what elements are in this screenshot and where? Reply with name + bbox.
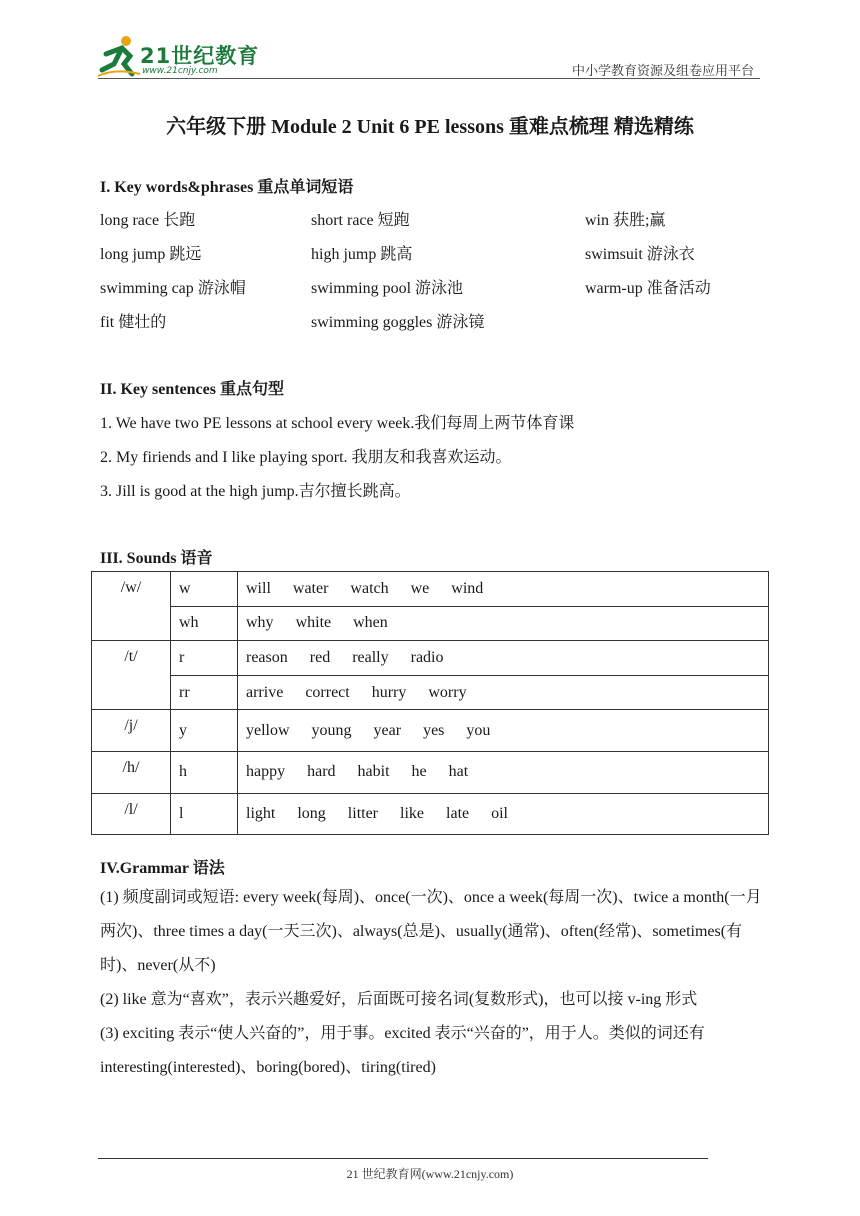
example-word: light [246,804,276,822]
example-word: really [352,648,389,666]
example-word: long [297,804,326,822]
grammar-heading: IV.Grammar 语法 [100,860,225,877]
table-row [92,606,769,641]
vocab-item: fit 健壮的 [100,314,167,331]
example-word: yes [423,721,445,739]
letters-cell: h [171,751,238,793]
example-word: hurry [371,683,407,701]
words-cell [238,793,769,835]
table-row [92,710,769,752]
vocab-item: short race 短跑 [311,212,410,229]
table-row [92,793,769,835]
example-word: radio [410,648,444,666]
runner-logo-icon [96,34,142,78]
grammar-item: (1) 频度副词或短语: every week(每周)、once(一次)、once a week(每周一次)、twice a month(一月两次)、three times a day(一天三次)、always(总是)、usually(通常)、often(经常)、sometimes(有时)、never(从不) [100,889,762,974]
logo-url: www.21cnjy.com [142,66,218,76]
example-word: white [295,614,332,632]
example-word: like [400,804,425,822]
phoneme-cell: /l/ [92,793,171,835]
sounds-table [91,571,769,835]
example-word: red [309,648,331,666]
letters-cell: wh [171,606,238,641]
table-row [92,675,769,710]
header-platform-text: 中小学教育资源及组卷应用平台 [571,63,754,78]
vocab-item: long race 长跑 [100,212,196,229]
site-logo [96,34,266,80]
example-word: hard [307,763,336,781]
sentence-item: 2. My firiends and I like playing sport. 我朋友和我喜欢运动。 [100,449,512,466]
example-word: habit [357,763,390,781]
grammar-item: (2) like 意为“喜欢”，表示兴趣爱好，后面既可接名词(复数形式)，也可以接 v-ing 形式 [100,991,698,1008]
phoneme-cell: /h/ [92,751,171,793]
example-word: watch [350,579,389,597]
example-word: why [246,614,274,632]
vocab-item: warm-up 准备活动 [585,280,711,297]
page-title: 六年级下册 Module 2 Unit 6 PE lessons 重难点梳理 精选精练 [166,116,694,138]
example-word: hat [448,763,469,781]
table-row [92,572,769,607]
vocab-item: swimming goggles 游泳镜 [311,314,485,331]
words-cell [238,751,769,793]
letters-cell: w [171,572,238,607]
words-cell [238,675,769,710]
words-cell [238,606,769,641]
sounds-heading: III. Sounds 语音 [100,550,213,567]
sentence-item: 3. Jill is good at the high jump.吉尔擅长跳高。 [100,483,411,500]
letters-cell: rr [171,675,238,710]
words-cell [238,710,769,752]
letters-cell: l [171,793,238,835]
example-word: young [311,721,352,739]
logo-text: 21世纪教育 [140,44,260,68]
vocab-item: swimming cap 游泳帽 [100,280,246,297]
letters-cell: y [171,710,238,752]
vocab-item: swimming pool 游泳池 [311,280,464,297]
table-row [92,751,769,793]
footer-divider [98,1158,708,1159]
example-word: worry [428,683,467,701]
phoneme-cell: /t/ [92,641,171,710]
example-word: year [373,721,402,739]
words-cell [238,641,769,676]
example-word: correct [305,683,350,701]
example-word: we [410,579,430,597]
grammar-item: (3) exciting 表示“使人兴奋的”，用于事。excited 表示“兴奋的”，用于人。类似的词还有 interesting(interested)、boring(bored)、tiring(tired) [100,1025,705,1076]
example-word: you [466,721,491,739]
phoneme-cell: /w/ [92,572,171,641]
example-word: water [292,579,329,597]
vocab-item: swimsuit 游泳衣 [585,246,695,263]
table-row [92,641,769,676]
example-word: yellow [246,721,290,739]
example-word: happy [246,763,286,781]
example-word: will [246,579,271,597]
example-word: litter [347,804,379,822]
vocab-item: high jump 跳高 [311,246,413,263]
example-word: when [353,614,388,632]
sentence-item: 1. We have two PE lessons at school every week.我们每周上两节体育课 [100,415,575,432]
letters-cell: r [171,641,238,676]
words-cell [238,572,769,607]
example-word: reason [246,648,288,666]
footer-text: 21 世纪教育网(www.21cnjy.com) [346,1167,514,1181]
vocab-item: win 获胜;赢 [585,212,666,229]
vocab-heading: I. Key words&phrases 重点单词短语 [100,179,354,196]
phoneme-cell: /j/ [92,710,171,752]
example-word: arrive [246,683,284,701]
example-word: wind [451,579,484,597]
sentences-heading: II. Key sentences 重点句型 [100,381,284,398]
header-divider [98,78,760,79]
example-word: oil [491,804,508,822]
example-word: he [411,763,427,781]
example-word: late [446,804,470,822]
vocab-item: long jump 跳远 [100,246,202,263]
